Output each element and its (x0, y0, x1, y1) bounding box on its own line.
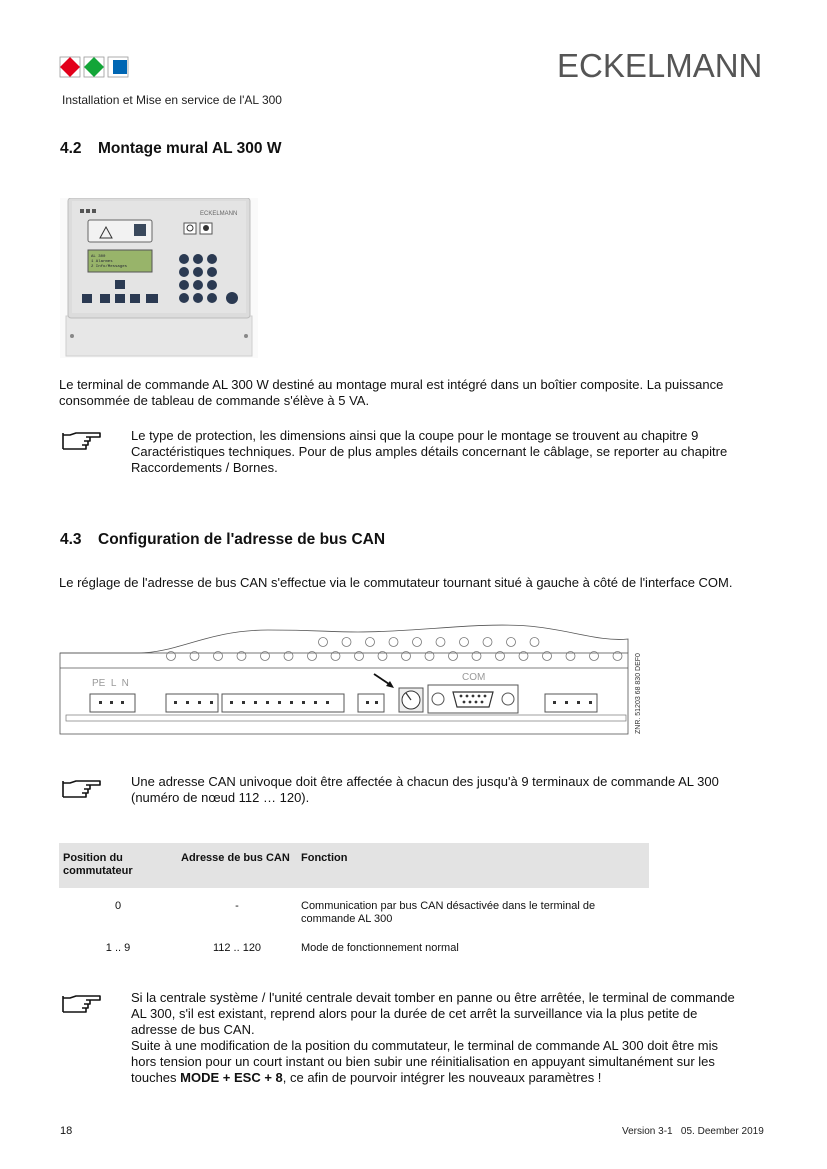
cell-address: 112 .. 120 (212, 942, 262, 954)
svg-text:1 Alarmes: 1 Alarmes (91, 260, 113, 264)
cell-address: - (235, 900, 239, 912)
vent-hole (389, 638, 398, 647)
pointing-hand-icon (60, 993, 104, 1015)
vent-hole (413, 638, 422, 647)
section-43-paragraph: Le réglage de l'adresse de bus CAN s'effectue via le commutateur tournant situé à gauche à côté de l'interface COM. (59, 575, 733, 590)
company-logo (58, 55, 130, 79)
vent-hole (436, 638, 445, 647)
brand-name: ECKELMANN (557, 47, 763, 84)
section-heading-4-2: 4.2 Montage mural AL 300 W (60, 140, 282, 157)
can-address-table (59, 843, 649, 955)
final-note (131, 990, 743, 1086)
key-combination: MODE + ESC + 8 (180, 1070, 283, 1085)
vent-hole (342, 638, 351, 647)
final-note-paragraph-2: Suite à une modification de la position du commutateur, le terminal de commande AL 300 doit être mis hors tension pour un court instant ou bien subir une réinitialisation en appuyant simultanément sur les touches MODE + ESC + 8, ce afin de pourvoir intégrer les nouveaux paramètres ! (131, 1038, 719, 1085)
document-subtitle: Installation et Mise en service de l'AL 300 (62, 93, 282, 107)
svg-text:ECKELMANN: ECKELMANN (200, 211, 238, 217)
column-header-address: Adresse de bus CAN (177, 843, 297, 888)
page-number: 18 (60, 1125, 73, 1137)
version-date: Version 3-1 05. Deember 2019 (622, 1126, 764, 1137)
vent-hole (460, 638, 469, 647)
vent-hole (319, 638, 328, 647)
cell-position: 0 (114, 900, 122, 912)
cell-position: 1 .. 9 (105, 942, 131, 954)
connector-diagram (58, 622, 644, 737)
svg-text:2 Info/Messages: 2 Info/Messages (91, 265, 128, 269)
svg-text:AL 300: AL 300 (91, 255, 106, 259)
column-header-position: Position du commutateur (59, 843, 177, 888)
vent-hole (366, 638, 375, 647)
table-row (59, 926, 649, 955)
pointing-hand-icon (60, 430, 104, 452)
section-43-note: Une adresse CAN univoque doit être affectée à chacun des jusqu'à 9 terminaux de commande AL 300 (numéro de nœud 112 … 120). (131, 774, 719, 805)
vent-hole (507, 638, 516, 647)
column-header-function: Fonction (297, 843, 649, 888)
final-note-paragraph-1: Si la centrale système / l'unité centrale devait tomber en panne ou être arrêtée, le terminal de commande AL 300, s'il est existant, reprend alors pour la durée de cet arrêt la surveillance via la plus petite de adresse de bus CAN. (131, 990, 735, 1037)
table-row (59, 888, 649, 926)
section-heading-4-3: 4.3 Configuration de l'adresse de bus CAN (60, 531, 386, 548)
vent-hole (530, 638, 539, 647)
section-42-note: Le type de protection, les dimensions ainsi que la coupe pour le montage se trouvent au chapitre 9 Caractéristiques techniques. Pour de plus amples détails concernant le câblage, se reporter au chapitre Raccordements / Bornes. (131, 428, 728, 475)
cell-function: Mode de fonctionnement normal (301, 942, 459, 954)
pointing-hand-icon (60, 778, 104, 800)
device-photo (60, 198, 258, 358)
table-header-row (59, 843, 649, 888)
section-42-paragraph: Le terminal de commande AL 300 W destiné au montage mural est intégré dans un boîtier composite. La puissance consommée de tableau de commande s'élève à 5 VA. (59, 377, 724, 408)
vent-hole (483, 638, 492, 647)
com-label: COM (462, 672, 486, 683)
drawing-reference: ZNR. 51203 68 830 DEF0 (635, 653, 642, 734)
cell-function: Communication par bus CAN désactivée dans le terminal de commande AL 300 (301, 900, 596, 925)
terminal-label-pe-l-n: PE L N (92, 678, 129, 689)
